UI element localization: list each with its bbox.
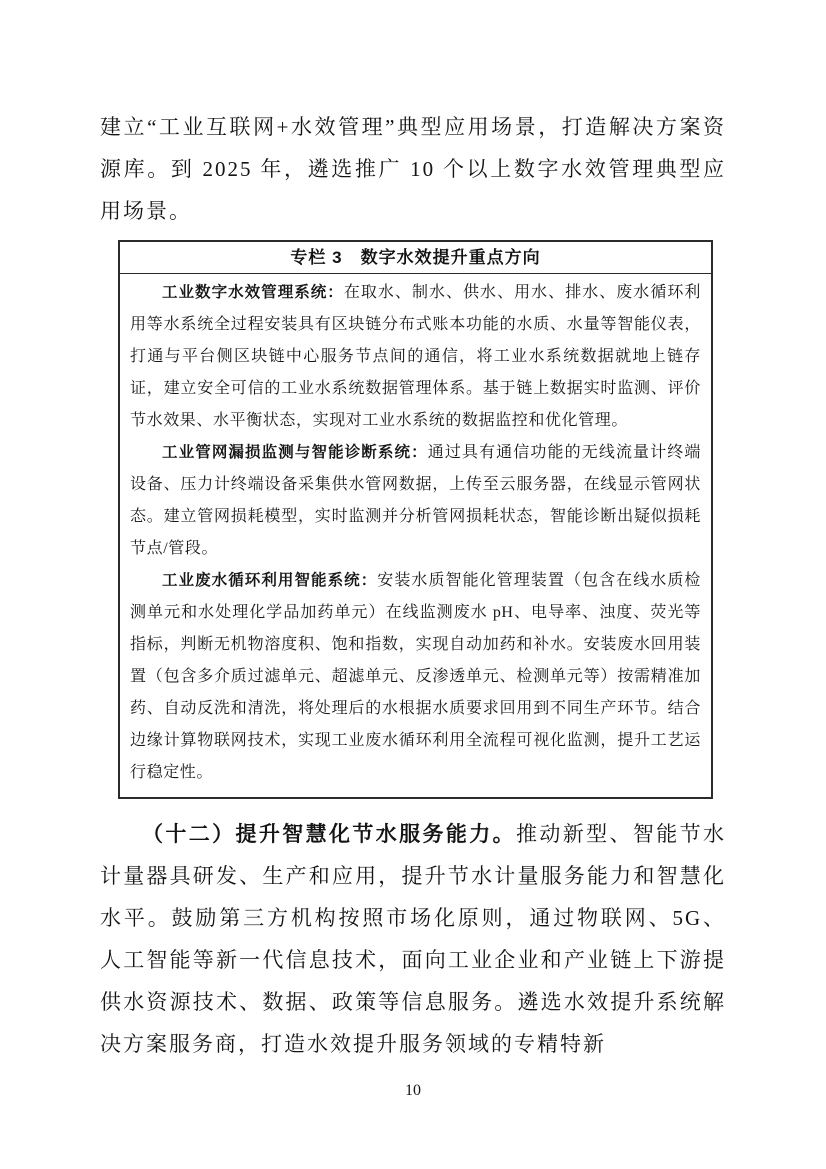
section-paragraph bbox=[100, 813, 726, 1065]
box-body bbox=[120, 274, 711, 797]
box-paragraph-3-heading: 工业废水循环利用智能系统： bbox=[162, 572, 378, 589]
box-paragraph-3 bbox=[130, 565, 701, 789]
box-paragraph-2-text: 通过具有通信功能的无线流量计终端设备、压力计终端设备采集供水管网数据，上传至云服务器，在线显示管网状态。建立管网损耗模型，实时监测并分析管网损耗状态，智能诊断出疑似损耗节点/管段。 bbox=[130, 444, 701, 557]
page-number: 10 bbox=[405, 1082, 421, 1099]
box-paragraph-1-text: 在取水、制水、供水、用水、排水、废水循环利用等水系统全过程安装具有区块链分布式账本功能的水质、水量等智能仪表，打通与平台侧区块链中心服务节点间的通信，将工业水系统数据就地上链存证，建立安全可信的工业水系统数据管理体系。基于链上数据实时监测、评价节水效果、水平衡状态，实现对工业水系统的数据监控和优化管理。 bbox=[130, 284, 701, 429]
box-paragraph-3-text: 安装水质智能化管理装置（包含在线水质检测单元和水处理化学品加药单元）在线监测废水 pH、电导率、浊度、荧光等指标，判断无机物溶度积、饱和指数，实现自动加药和补水。安装废水回用装置（包含多介质过滤单元、超滤单元、反渗透单元、检测单元等）按需精准加药、自动反洗和清洗，将处理后的水根据水质要求回用到不同生产环节。结合边缘计算物联网技术，实现工业废水循环利用全流程可视化监测，提升工艺运行稳定性。 bbox=[130, 572, 701, 781]
box-paragraph-2 bbox=[130, 437, 701, 565]
special-column-box bbox=[118, 240, 713, 799]
section-heading: （十二）提升智慧化节水服务能力。 bbox=[142, 822, 516, 846]
box-paragraph-1 bbox=[130, 277, 701, 437]
box-paragraph-2-heading: 工业管网漏损监测与智能诊断系统： bbox=[162, 444, 428, 461]
box-paragraph-1-heading: 工业数字水效管理系统： bbox=[162, 284, 344, 301]
section-text: 推动新型、智能节水计量器具研发、生产和应用，提升节水计量服务能力和智慧化水平。鼓励第三方机构按照市场化原则，通过物联网、5G、人工智能等新一代信息技术，面向工业企业和产业链上下游提供水资源技术、数据、政策等信息服务。遴选水效提升系统解决方案服务商，打造水效提升服务领域的专精特新 bbox=[100, 822, 726, 1056]
intro-paragraph: 建立“工业互联网+水效管理”典型应用场景，打造解决方案资源库。到 2025 年，遴选推广 10 个以上数字水效管理典型应用场景。 bbox=[100, 115, 726, 223]
box-title: 专栏 3 数字水效提升重点方向 bbox=[120, 242, 711, 274]
